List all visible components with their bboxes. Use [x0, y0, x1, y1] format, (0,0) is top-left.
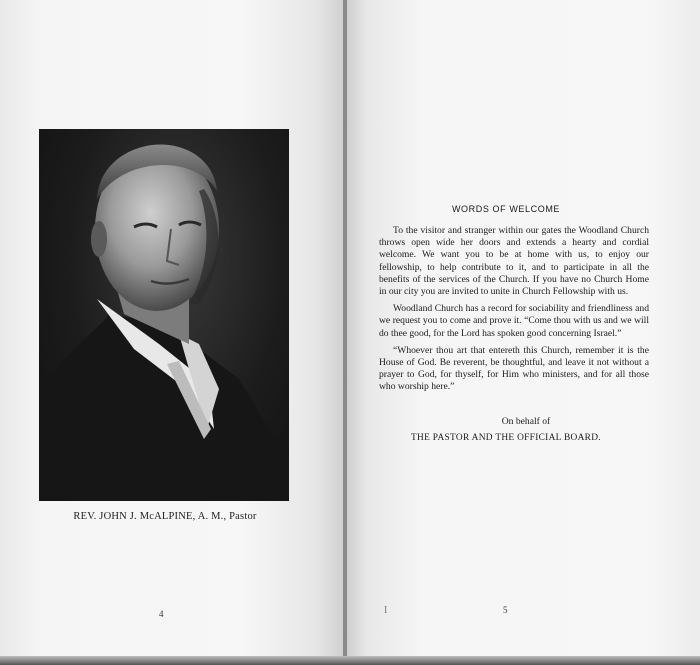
bottom-edge-shadow — [0, 656, 700, 665]
signature-line: THE PASTOR AND THE OFFICIAL BOARD. — [411, 433, 601, 443]
page-number-left: 4 — [159, 609, 164, 619]
welcome-heading: WORDS OF WELCOME — [451, 204, 561, 214]
page-number-right: 5 — [503, 605, 508, 615]
margin-mark: I — [384, 605, 388, 616]
welcome-paragraph: “Whoever thou art that entereth this Church, remember it is the House of God. Be reverent, be thoughtful, and leave it not without a prayer to God, for thyself, for Him who ministers, and for all those who worship here.” — [379, 344, 649, 393]
on-behalf-line: On behalf of — [501, 416, 551, 427]
pastor-portrait — [39, 129, 289, 501]
left-page — [0, 0, 344, 662]
right-page — [346, 0, 700, 662]
welcome-paragraph: Woodland Church has a record for sociability and friendliness and we request you to come and prove it. “Come thou with us and we will do thee good, for the Lord has spoken good concerning Israel.” — [379, 303, 649, 339]
welcome-paragraph: To the visitor and stranger within our gates the Woodland Church throws open wide her doors and extends a hearty and cordial welcome. We want you to be at home with us, to enjoy our fellowship, to help contribute to it, and to participate in all the benefits of the services of the Church. If you have no Church Home in our city you are invited to unite in Church Fellowship with us. — [379, 225, 649, 298]
welcome-body — [379, 225, 649, 399]
portrait-caption: REV. JOHN J. McALPINE, A. M., Pastor — [73, 511, 257, 522]
portrait-illustration — [39, 129, 289, 501]
book-gutter — [343, 0, 347, 665]
